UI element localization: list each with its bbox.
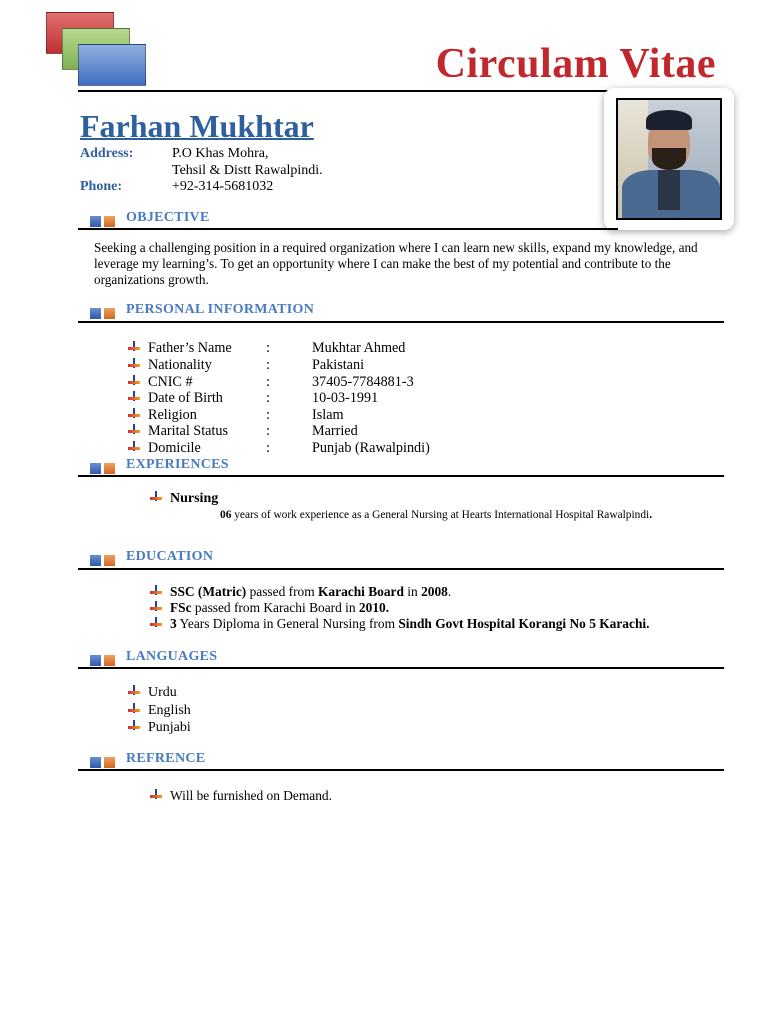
section-title: PERSONAL INFORMATION <box>126 302 315 317</box>
phone-label: Phone: <box>80 179 122 194</box>
bullet-arrow-icon <box>128 391 140 403</box>
section-divider <box>78 321 724 323</box>
info-separator: : <box>266 423 270 439</box>
profile-photo-frame <box>604 88 734 230</box>
section-orange-square-icon <box>104 757 115 768</box>
bullet-arrow-icon <box>150 601 162 613</box>
section-blue-square-icon <box>90 308 101 319</box>
logo-stacked-boxes <box>46 12 146 92</box>
section-orange-square-icon <box>104 308 115 319</box>
language-item: English <box>128 703 191 719</box>
info-key: Nationality <box>148 357 212 373</box>
info-key: CNIC # <box>148 374 193 390</box>
language-item: Punjabi <box>128 720 191 736</box>
info-separator: : <box>266 390 270 406</box>
bullet-arrow-icon <box>150 789 162 801</box>
section-title: REFRENCE <box>126 751 206 766</box>
section-title: OBJECTIVE <box>126 210 210 225</box>
objective-text: Seeking a challenging position in a required organization where I can learn new skills, expand my knowledge, and leverage my learning’s. To get an opportunity where I can make the best of my potential and contribute to the organizations growth. <box>94 240 698 287</box>
address-line-1: P.O Khas Mohra, <box>172 146 269 161</box>
info-key: Marital Status <box>148 423 228 439</box>
bullet-arrow-icon <box>128 358 140 370</box>
section-orange-square-icon <box>104 463 115 474</box>
phone-number: +92-314-5681032 <box>172 179 274 194</box>
info-value: Married <box>312 423 358 439</box>
section-blue-square-icon <box>90 655 101 666</box>
section-divider <box>78 568 724 570</box>
info-key: Domicile <box>148 440 201 456</box>
logo-blue-box <box>78 44 146 86</box>
reference-item: Will be furnished on Demand. <box>150 788 332 804</box>
candidate-name: Farhan Mukhtar <box>80 108 314 144</box>
section-divider <box>78 228 618 230</box>
info-key: Religion <box>148 407 197 423</box>
info-separator: : <box>266 340 270 356</box>
education-item: FSc passed from Karachi Board in 2010. <box>150 600 389 616</box>
bullet-arrow-icon <box>128 685 140 697</box>
info-value: Islam <box>312 407 344 423</box>
bullet-arrow-icon <box>128 703 140 715</box>
info-separator: : <box>266 357 270 373</box>
section-orange-square-icon <box>104 655 115 666</box>
info-value: 10-03-1991 <box>312 390 379 406</box>
section-blue-square-icon <box>90 216 101 227</box>
address-label: Address: <box>80 146 134 161</box>
experience-title: Nursing <box>150 491 218 507</box>
section-title: LANGUAGES <box>126 649 218 664</box>
bullet-arrow-icon <box>128 441 140 453</box>
info-key: Date of Birth <box>148 390 223 406</box>
section-title: EDUCATION <box>126 549 214 564</box>
education-item: 3 Years Diploma in General Nursing from Sindh Govt Hospital Korangi No 5 Karachi. <box>150 616 649 632</box>
experience-description: 06 years of work experience as a General Nursing at Hearts International Hospital Rawalpindi. <box>220 509 653 521</box>
bullet-arrow-icon <box>150 491 162 503</box>
section-blue-square-icon <box>90 463 101 474</box>
bullet-arrow-icon <box>150 585 162 597</box>
section-blue-square-icon <box>90 757 101 768</box>
bullet-arrow-icon <box>128 341 140 353</box>
info-separator: : <box>266 407 270 423</box>
bullet-arrow-icon <box>150 617 162 629</box>
info-value: Mukhtar Ahmed <box>312 340 406 356</box>
education-item: SSC (Matric) passed from Karachi Board in 2008. <box>150 584 451 600</box>
profile-photo <box>616 98 722 220</box>
bullet-arrow-icon <box>128 375 140 387</box>
section-divider <box>78 667 724 669</box>
bullet-arrow-icon <box>128 408 140 420</box>
info-separator: : <box>266 440 270 456</box>
section-title: EXPERIENCES <box>126 457 229 472</box>
info-value: Punjab (Rawalpindi) <box>312 440 430 456</box>
section-divider <box>78 769 724 771</box>
section-divider <box>78 475 724 477</box>
section-orange-square-icon <box>104 216 115 227</box>
info-separator: : <box>266 374 270 390</box>
bullet-arrow-icon <box>128 720 140 732</box>
address-line-2: Tehsil & Distt Rawalpindi. <box>172 163 323 178</box>
info-value: 37405-7784881-3 <box>312 374 414 390</box>
language-item: Urdu <box>128 685 177 701</box>
info-value: Pakistani <box>312 357 365 373</box>
section-blue-square-icon <box>90 555 101 566</box>
document-title: Circulam Vitae <box>435 41 716 87</box>
section-orange-square-icon <box>104 555 115 566</box>
info-key: Father’s Name <box>148 340 232 356</box>
bullet-arrow-icon <box>128 424 140 436</box>
